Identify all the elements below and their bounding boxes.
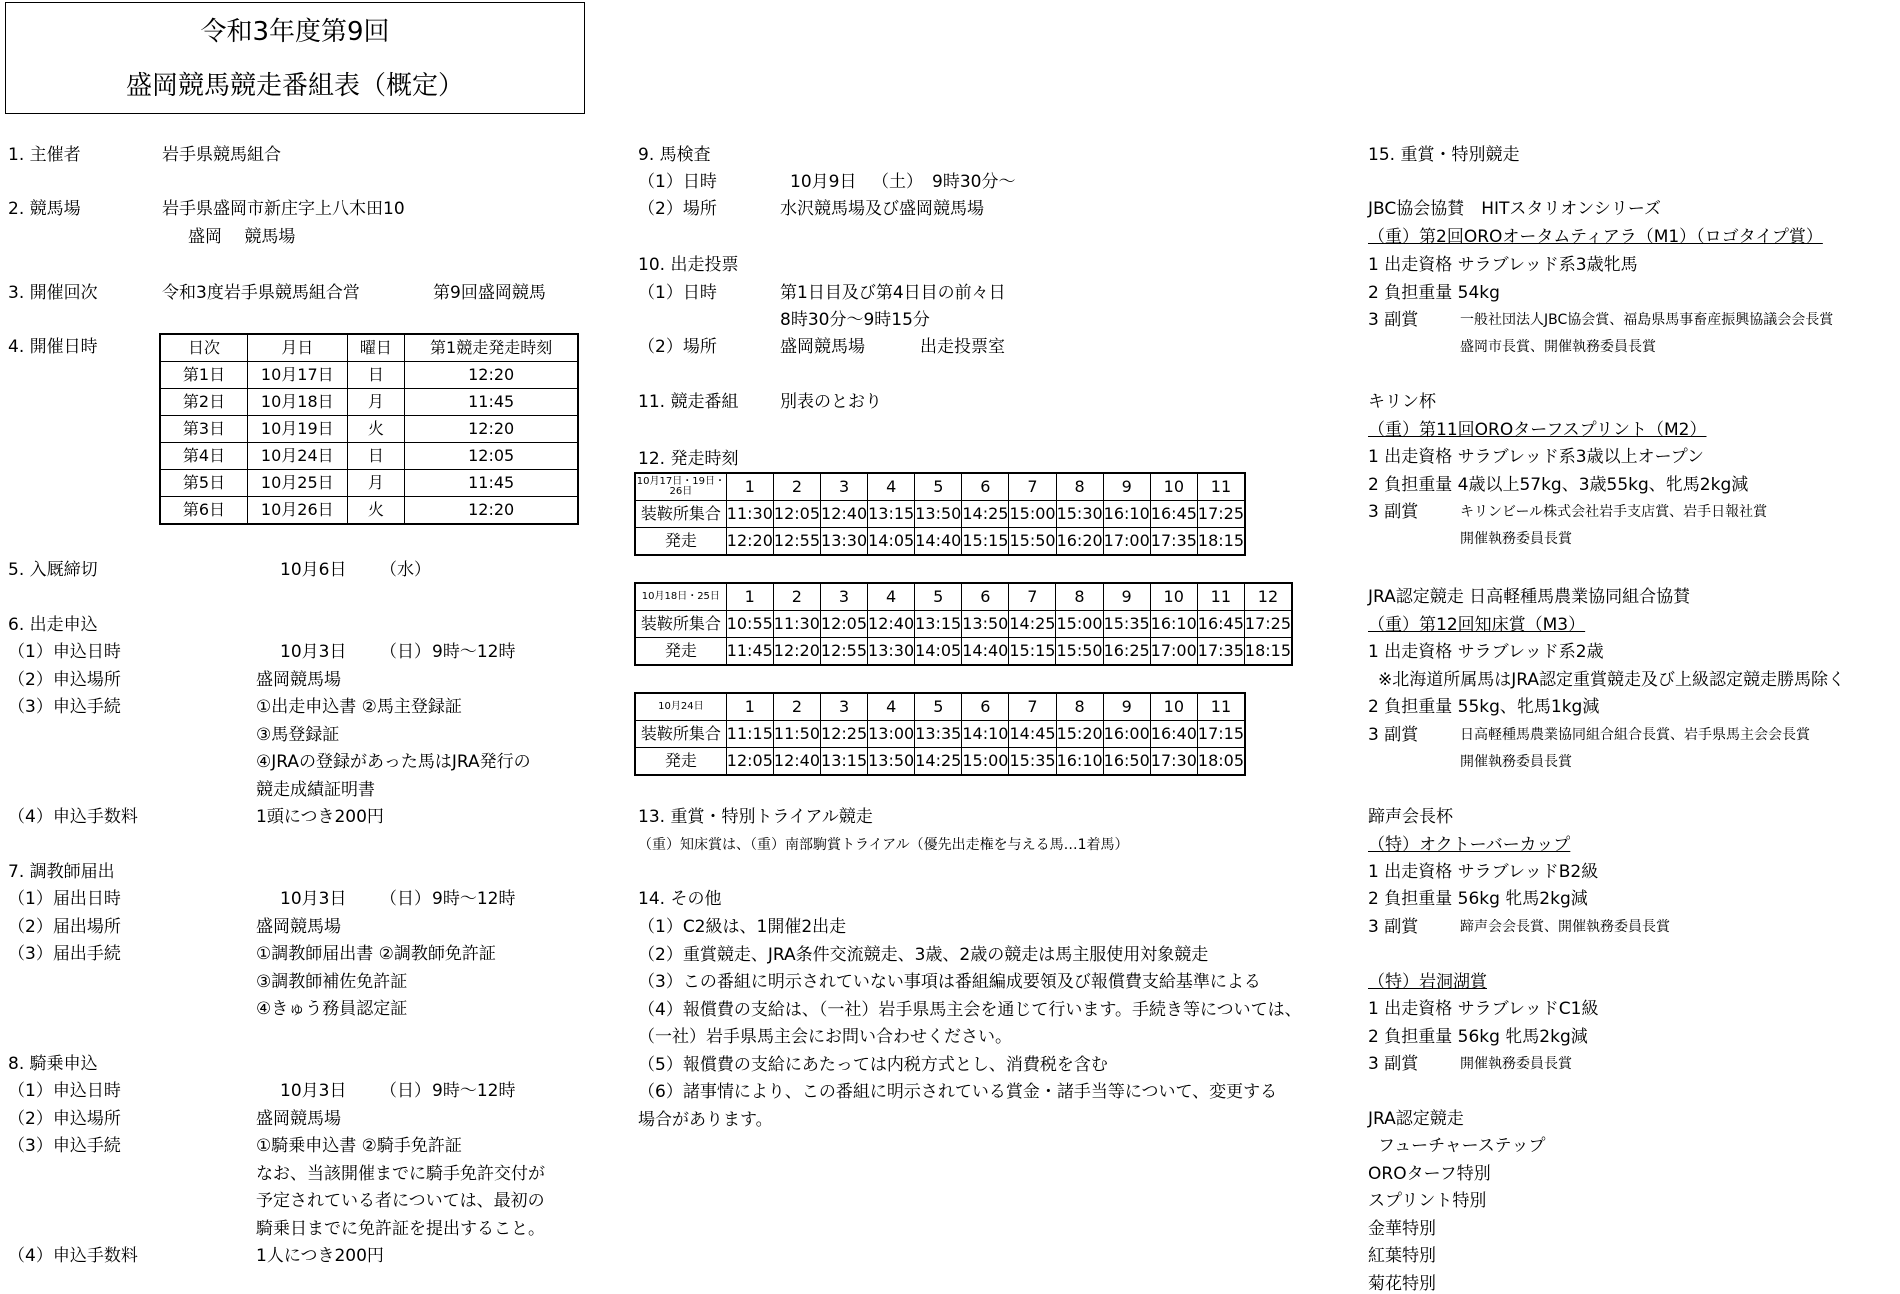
start-time-cell: 12:40 (773, 748, 820, 776)
gather-label-cell: 装鞍所集合 (635, 721, 726, 748)
schedule-cell: 11:45 (405, 470, 578, 497)
race-table-date-head: 10月24日 (635, 693, 726, 721)
schedule-cell: 12:20 (405, 497, 578, 525)
s2-value2: 盛岡 競馬場 (188, 227, 296, 247)
race-number-cell: 6 (962, 693, 1009, 721)
schedule-header-cell: 月日 (248, 334, 348, 362)
r4-sponsor: 蹄声会長杯 (1368, 807, 1453, 827)
jra-label: JRA認定競走 (1368, 1109, 1464, 1129)
schedule-table (159, 333, 579, 525)
r2-c3v: キリンビール株式会社岩手支店賞、岩手日報社賞 (1460, 504, 1768, 520)
gather-time-cell: 11:30 (773, 611, 820, 638)
race-number-cell: 2 (773, 583, 820, 611)
r4-c3: 3 副賞 (1368, 917, 1419, 937)
race-number-row (635, 583, 1292, 611)
gather-time-cell: 13:00 (868, 721, 915, 748)
race-number-cell: 1 (726, 693, 773, 721)
schedule-cell: 日 (347, 443, 405, 470)
schedule-cell: 第5日 (160, 470, 248, 497)
race-number-cell: 8 (1056, 693, 1103, 721)
s3-label: 3. 開催回次 (8, 283, 98, 303)
race-number-cell: 9 (1103, 473, 1150, 501)
gather-time-cell: 16:00 (1103, 721, 1150, 748)
start-time-cell: 16:20 (1056, 528, 1103, 556)
r1-c1: 1 出走資格 サラブレッド系3歳牝馬 (1368, 255, 1638, 275)
s8-label: 8. 騎乗申込 (8, 1054, 98, 1074)
s6-r4-value: 1頭につき200円 (256, 807, 384, 827)
race-number-cell: 10 (1150, 473, 1197, 501)
s8-r3-l4: 騎乗日までに免許証を提出すること。 (256, 1219, 545, 1239)
schedule-cell: 火 (347, 497, 405, 525)
schedule-row (160, 416, 578, 443)
start-time-cell: 14:40 (915, 528, 962, 556)
start-time-cell: 17:00 (1103, 528, 1150, 556)
r5-c1: 1 出走資格 サラブレッドC1級 (1368, 999, 1599, 1019)
race-number-cell: 4 (868, 693, 915, 721)
s9-r1-dow: （土） (872, 172, 923, 192)
s14-item: （4）報償費の支給は、（一社）岩手県馬主会を通じて行います。手続き等については、 (638, 999, 1302, 1020)
race-number-cell: 6 (962, 583, 1009, 611)
s6-r3-l2: ③馬登録証 (256, 725, 340, 745)
s6-r3-label: （3）申込手続 (8, 697, 121, 717)
s6-r2-value: 盛岡競馬場 (256, 670, 341, 690)
r2-c1: 1 出走資格 サラブレッド系3歳以上オープン (1368, 447, 1705, 467)
start-time-cell: 18:15 (1197, 528, 1245, 556)
s9-r1-label: （1）日時 (638, 172, 717, 192)
schedule-row (160, 389, 578, 416)
s6-r3-l3: ④JRAの登録があった馬はJRA発行の (256, 752, 531, 772)
r3-c3v: 日高軽種馬農業協同組合組合長賞、岩手県馬主会会長賞 (1460, 727, 1810, 743)
s6-r1-dow: （日） (380, 642, 431, 662)
start-time-cell: 14:25 (915, 748, 962, 776)
race-number-cell: 1 (726, 583, 773, 611)
r1-c3v2: 盛岡市長賞、開催執務委員長賞 (1460, 339, 1656, 355)
gather-time-cell: 14:45 (1009, 721, 1056, 748)
r1-sponsor: JBC協会協賛 HITスタリオンシリーズ (1368, 199, 1661, 219)
s8-r2-label: （2）申込場所 (8, 1109, 121, 1129)
gather-time-cell: 15:20 (1056, 721, 1103, 748)
start-time-cell: 15:50 (1009, 528, 1056, 556)
gather-time-cell: 12:40 (821, 501, 868, 528)
gather-label-cell: 装鞍所集合 (635, 501, 726, 528)
s10-label: 10. 出走投票 (638, 255, 739, 275)
gather-time-cell: 12:25 (821, 721, 868, 748)
gather-time-cell: 14:25 (1009, 611, 1056, 638)
gather-time-cell: 17:15 (1197, 721, 1245, 748)
race-number-cell: 4 (868, 583, 915, 611)
schedule-cell: 12:05 (405, 443, 578, 470)
race-time-table-1 (634, 472, 1246, 556)
start-label-cell: 発走 (635, 748, 726, 776)
r3-c3v2: 開催執務委員長賞 (1460, 754, 1572, 770)
start-time-cell: 18:15 (1244, 638, 1292, 666)
s7-r1-dow: （日） (380, 889, 431, 909)
s13-value: （重）知床賞は、（重）南部駒賞トライアル（優先出走権を与える馬…1着馬） (638, 837, 1129, 853)
race-number-cell: 5 (915, 693, 962, 721)
s7-r3-l3: ④きゅう務員認定証 (256, 999, 408, 1019)
start-time-cell: 13:30 (868, 638, 915, 666)
start-time-cell: 15:15 (962, 528, 1009, 556)
race-table-date-head: 10月18日・25日 (635, 583, 726, 611)
s1-value: 岩手県競馬組合 (162, 145, 281, 165)
s4-label: 4. 開催日時 (8, 337, 98, 357)
gather-time-cell: 12:40 (868, 611, 915, 638)
schedule-cell: 10月19日 (248, 416, 348, 443)
race-number-cell: 8 (1056, 583, 1103, 611)
start-time-cell: 17:00 (1150, 638, 1197, 666)
s10-r2-value2: 出走投票室 (920, 337, 1005, 357)
schedule-cell: 火 (347, 416, 405, 443)
schedule-cell: 第2日 (160, 389, 248, 416)
s14-label: 14. その他 (638, 889, 722, 909)
s7-r2-value: 盛岡競馬場 (256, 917, 341, 937)
jra-race-item: 紅葉特別 (1368, 1246, 1436, 1266)
start-label-cell: 発走 (635, 638, 726, 666)
s14-item: （3）この番組に明示されていない事項は番組編成要領及び報償費支給基準による (638, 972, 1261, 992)
r1-name: （重）第2回OROオータムティアラ（M1）（ロゴタイプ賞） (1368, 227, 1823, 247)
gather-time-row (635, 501, 1245, 528)
r1-c3v: 一般社団法人JBC協会賞、福島県馬事畜産振興協議会会長賞 (1460, 312, 1834, 328)
start-time-row (635, 528, 1245, 556)
gather-time-cell: 11:50 (773, 721, 820, 748)
schedule-cell: 10月25日 (248, 470, 348, 497)
gather-time-cell: 13:50 (915, 501, 962, 528)
race-number-cell: 3 (821, 473, 868, 501)
start-time-cell: 12:20 (726, 528, 773, 556)
s14-item: （5）報償費の支給にあたっては内税方式とし、消費税を含む (638, 1054, 1108, 1075)
s7-r3-l2: ③調教師補佐免許証 (256, 972, 408, 992)
s10-r1-l1: 第1日目及び第4日目の前々日 (780, 283, 1006, 303)
start-time-cell: 12:05 (726, 748, 773, 776)
schedule-header-cell: 曜日 (347, 334, 405, 362)
gather-time-cell: 11:30 (726, 501, 773, 528)
s6-r1-date: 10月3日 (280, 642, 347, 662)
start-label-cell: 発走 (635, 528, 726, 556)
gather-time-cell: 13:35 (915, 721, 962, 748)
start-time-cell: 16:10 (1056, 748, 1103, 776)
s1-label: 1. 主催者 (8, 145, 81, 165)
s7-r3-l1: ①調教師届出書 ②調教師免許証 (256, 944, 496, 964)
r3-note: ※北海道所属馬はJRA認定重賞競走及び上級認定競走勝馬除く (1378, 670, 1846, 690)
r3-c3: 3 副賞 (1368, 725, 1419, 745)
s8-r1-time: 9時～12時 (432, 1081, 516, 1101)
title-line2: 盛岡競馬競走番組表（概定） (125, 71, 464, 101)
s6-r1-time: 9時～12時 (432, 642, 516, 662)
s10-r1-l2: 8時30分～9時15分 (780, 310, 930, 330)
jra-race-item: 菊花特別 (1368, 1273, 1436, 1294)
s8-r1-date: 10月3日 (280, 1081, 347, 1101)
race-number-cell: 11 (1197, 473, 1245, 501)
s14-item: （6）諸事情により、この番組に明示されている賞金・諸手当等について、変更する (638, 1082, 1278, 1102)
r4-c2: 2 負担重量 56kg 牝馬2kg減 (1368, 889, 1588, 909)
start-time-cell: 16:50 (1103, 748, 1150, 776)
gather-time-cell: 16:45 (1150, 501, 1197, 528)
s8-r3-l1: ①騎乗申込書 ②騎手免許証 (256, 1136, 462, 1156)
jra-race-item: フューチャーステップ (1378, 1136, 1546, 1156)
schedule-cell: 月 (347, 470, 405, 497)
s8-r1-label: （1）申込日時 (8, 1081, 121, 1101)
s8-r4-label: （4）申込手数料 (8, 1246, 138, 1266)
s9-r1-date: 10月9日 (790, 172, 857, 192)
start-time-cell: 13:30 (821, 528, 868, 556)
start-time-cell: 15:15 (1009, 638, 1056, 666)
s5-label: 5. 入厩締切 (8, 560, 98, 580)
r1-c2: 2 負担重量 54kg (1368, 283, 1500, 303)
s8-r2-value: 盛岡競馬場 (256, 1109, 341, 1129)
s7-r2-label: （2）届出場所 (8, 917, 121, 937)
start-time-row (635, 638, 1292, 666)
start-time-cell: 12:55 (773, 528, 820, 556)
start-time-cell: 14:40 (962, 638, 1009, 666)
title-box (5, 2, 585, 114)
r3-c1: 1 出走資格 サラブレッド系2歳 (1368, 642, 1604, 662)
schedule-cell: 10月18日 (248, 389, 348, 416)
s9-r2-label: （2）場所 (638, 199, 717, 219)
race-number-cell: 7 (1009, 693, 1056, 721)
gather-time-cell: 12:05 (773, 501, 820, 528)
schedule-cell: 第6日 (160, 497, 248, 525)
jra-race-item: 金華特別 (1368, 1218, 1436, 1239)
gather-time-cell: 17:25 (1244, 611, 1292, 638)
schedule-cell: 第1日 (160, 362, 248, 389)
r3-name: （重）第12回知床賞（M3） (1368, 615, 1586, 635)
s7-r1-label: （1）届出日時 (8, 889, 121, 909)
gather-time-cell: 16:10 (1103, 501, 1150, 528)
s14-item: （2）重賞競走、JRA条件交流競走、3歳、2歳の競走は馬主服使用対象競走 (638, 944, 1209, 965)
schedule-cell: 第4日 (160, 443, 248, 470)
s8-r1-dow: （日） (380, 1081, 431, 1101)
title-line1: 令和3年度第9回 (200, 17, 390, 47)
start-time-cell: 16:25 (1103, 638, 1150, 666)
s13-label: 13. 重賞・特別トライアル競走 (638, 807, 873, 827)
r2-c3v2: 開催執務委員長賞 (1460, 531, 1572, 547)
race-number-cell: 4 (868, 473, 915, 501)
r4-c3v: 蹄声会会長賞、開催執務委員長賞 (1460, 919, 1670, 935)
race-number-row (635, 473, 1245, 501)
s2-label: 2. 競馬場 (8, 199, 81, 219)
schedule-header-cell: 日次 (160, 334, 248, 362)
gather-time-cell: 11:15 (726, 721, 773, 748)
s5-dow: （水） (380, 560, 431, 580)
race-number-cell: 12 (1244, 583, 1292, 611)
schedule-cell: 11:45 (405, 389, 578, 416)
s8-r3-l2: なお、当該開催までに騎手免許交付が (256, 1164, 545, 1184)
s6-r4-label: （4）申込手数料 (8, 807, 138, 827)
r5-c3v: 開催執務委員長賞 (1460, 1056, 1572, 1072)
race-number-cell: 6 (962, 473, 1009, 501)
s14-item: （一社）岩手県馬主会にお問い合わせください。 (638, 1027, 1012, 1047)
s7-r3-label: （3）届出手続 (8, 944, 121, 964)
start-time-cell: 15:50 (1056, 638, 1103, 666)
r4-c1: 1 出走資格 サラブレッドB2級 (1368, 862, 1599, 882)
schedule-cell: 第3日 (160, 416, 248, 443)
race-number-cell: 1 (726, 473, 773, 501)
gather-time-cell: 12:05 (820, 611, 867, 638)
gather-time-cell: 13:50 (962, 611, 1009, 638)
gather-time-cell: 13:15 (915, 611, 962, 638)
r2-name: （重）第11回OROターフスプリント（M2） (1368, 420, 1707, 440)
r5-c2: 2 負担重量 56kg 牝馬2kg減 (1368, 1027, 1588, 1047)
schedule-cell: 月 (347, 389, 405, 416)
schedule-cell: 10月17日 (248, 362, 348, 389)
gather-time-cell: 17:25 (1197, 501, 1245, 528)
s12-label: 12. 発走時刻 (638, 449, 739, 469)
gather-time-cell: 15:00 (1056, 611, 1103, 638)
s10-r2-value: 盛岡競馬場 (780, 337, 865, 357)
s6-r3-l4: 競走成績証明書 (256, 780, 375, 800)
race-number-cell: 9 (1103, 693, 1150, 721)
gather-time-row (635, 721, 1245, 748)
s6-r1-label: （1）申込日時 (8, 642, 121, 662)
race-number-cell: 10 (1150, 583, 1197, 611)
schedule-row (160, 470, 578, 497)
start-time-cell: 11:45 (726, 638, 773, 666)
r2-c2: 2 負担重量 4歳以上57kg、3歳55kg、牝馬2kg減 (1368, 475, 1749, 495)
r2-sponsor: キリン杯 (1368, 392, 1436, 412)
s6-r3-l1: ①出走申込書 ②馬主登録証 (256, 697, 462, 717)
s9-label: 9. 馬検査 (638, 145, 711, 165)
schedule-cell: 日 (347, 362, 405, 389)
s3-value1: 令和3度岩手県競馬組合営 (162, 283, 360, 303)
start-time-cell: 15:35 (1009, 748, 1056, 776)
s15-label: 15. 重賞・特別競走 (1368, 145, 1520, 165)
s14-item: （1）C2級は、1開催2出走 (638, 917, 847, 937)
schedule-cell: 10月24日 (248, 443, 348, 470)
s11-value: 別表のとおり (780, 392, 882, 412)
s8-r3-label: （3）申込手続 (8, 1136, 121, 1156)
start-time-cell: 18:05 (1197, 748, 1245, 776)
schedule-header-row (160, 334, 578, 362)
gather-time-cell: 15:30 (1056, 501, 1103, 528)
schedule-cell: 12:20 (405, 416, 578, 443)
s6-r2-label: （2）申込場所 (8, 670, 121, 690)
schedule-cell: 12:20 (405, 362, 578, 389)
start-time-cell: 17:35 (1197, 638, 1244, 666)
s10-r2-label: （2）場所 (638, 337, 717, 357)
s8-r3-l3: 予定されている者については、最初の (256, 1191, 545, 1211)
s6-label: 6. 出走申込 (8, 615, 98, 635)
r3-c2: 2 負担重量 55kg、牝馬1kg減 (1368, 697, 1600, 717)
r5-name: （特）岩洞湖賞 (1368, 972, 1487, 992)
s2-value1: 岩手県盛岡市新庄字上八木田10 (162, 199, 405, 219)
race-number-cell: 5 (915, 473, 962, 501)
gather-time-cell: 15:35 (1103, 611, 1150, 638)
gather-time-cell: 16:45 (1197, 611, 1244, 638)
gather-time-cell: 10:55 (726, 611, 773, 638)
race-number-cell: 7 (1009, 473, 1056, 501)
race-number-cell: 5 (915, 583, 962, 611)
r4-name: （特）オクトーバーカップ (1368, 835, 1571, 855)
start-time-cell: 13:15 (821, 748, 868, 776)
schedule-row (160, 443, 578, 470)
race-time-table-3 (634, 692, 1246, 776)
gather-label-cell: 装鞍所集合 (635, 611, 726, 638)
start-time-cell: 13:50 (868, 748, 915, 776)
start-time-cell: 15:00 (962, 748, 1009, 776)
s11-label: 11. 競走番組 (638, 392, 739, 412)
start-time-cell: 12:20 (773, 638, 820, 666)
race-number-cell: 7 (1009, 583, 1056, 611)
jra-race-item: スプリント特別 (1368, 1191, 1487, 1211)
race-number-cell: 11 (1197, 583, 1244, 611)
race-number-row (635, 693, 1245, 721)
gather-time-row (635, 611, 1292, 638)
start-time-cell: 12:55 (820, 638, 867, 666)
gather-time-cell: 15:00 (1009, 501, 1056, 528)
s7-label: 7. 調教師届出 (8, 862, 115, 882)
gather-time-cell: 16:40 (1150, 721, 1197, 748)
schedule-row (160, 497, 578, 525)
s5-date: 10月6日 (280, 560, 347, 580)
gather-time-cell: 14:10 (962, 721, 1009, 748)
r3-sponsor: JRA認定競走 日高軽種馬農業協同組合協賛 (1368, 587, 1691, 607)
s7-r1-time: 9時～12時 (432, 889, 516, 909)
gather-time-cell: 14:25 (962, 501, 1009, 528)
start-time-row (635, 748, 1245, 776)
race-number-cell: 11 (1197, 693, 1245, 721)
schedule-row (160, 362, 578, 389)
s3-value2: 第9回盛岡競馬 (433, 283, 546, 303)
race-number-cell: 3 (820, 583, 867, 611)
schedule-cell: 10月26日 (248, 497, 348, 525)
r2-c3: 3 副賞 (1368, 502, 1419, 522)
r1-c3: 3 副賞 (1368, 310, 1419, 330)
s14-item: 場合があります。 (638, 1109, 773, 1130)
s7-r1-date: 10月3日 (280, 889, 347, 909)
jra-race-item: OROターフ特別 (1368, 1163, 1491, 1184)
gather-time-cell: 16:10 (1150, 611, 1197, 638)
start-time-cell: 14:05 (868, 528, 915, 556)
gather-time-cell: 13:15 (868, 501, 915, 528)
s10-r1-label: （1）日時 (638, 283, 717, 303)
start-time-cell: 17:35 (1150, 528, 1197, 556)
s9-r1-time: 9時30分～ (932, 172, 1016, 192)
s9-r2-value: 水沢競馬場及び盛岡競馬場 (780, 199, 984, 219)
race-number-cell: 10 (1150, 693, 1197, 721)
race-table-date-head: 10月17日・19日・26日 (635, 473, 726, 501)
start-time-cell: 14:05 (915, 638, 962, 666)
race-number-cell: 9 (1103, 583, 1150, 611)
start-time-cell: 17:30 (1150, 748, 1197, 776)
s8-r4-value: 1人につき200円 (256, 1246, 384, 1266)
race-time-table-2 (634, 582, 1293, 666)
race-number-cell: 8 (1056, 473, 1103, 501)
r5-c3: 3 副賞 (1368, 1054, 1419, 1074)
race-number-cell: 2 (773, 693, 820, 721)
race-number-cell: 3 (821, 693, 868, 721)
race-number-cell: 2 (773, 473, 820, 501)
schedule-header-cell: 第1競走発走時刻 (405, 334, 578, 362)
